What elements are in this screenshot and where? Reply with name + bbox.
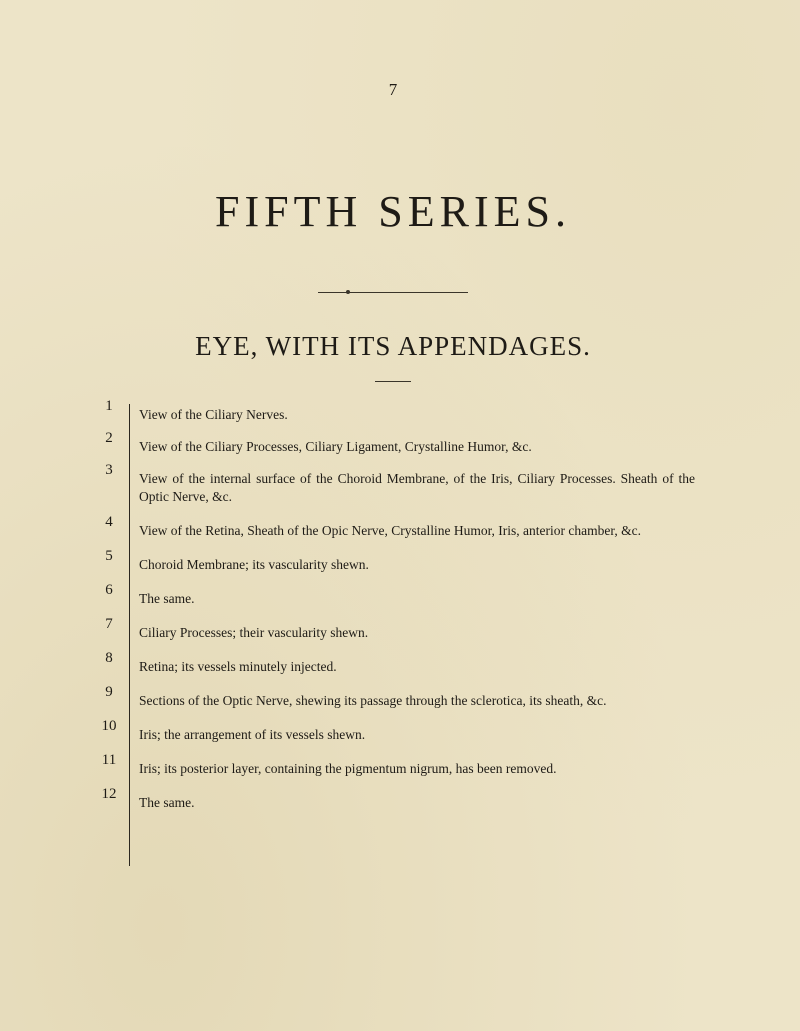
plate-description: The same. (139, 795, 195, 810)
plate-number: 6 (105, 582, 113, 598)
plate-description: Sections of the Optic Nerve, shewing its passage through the sclerotica, its sheath, &c. (139, 693, 607, 708)
series-title: FIFTH SERIES. (215, 187, 571, 236)
plate-number: 10 (101, 718, 117, 734)
plate-description: Retina; its vessels minutely injected. (139, 659, 337, 674)
plate-description: View of the Ciliary Processes, Ciliary Ligament, Crystalline Humor, &c. (139, 439, 532, 454)
plate-description: Choroid Membrane; its vascularity shewn. (139, 557, 369, 572)
plate-description: The same. (139, 591, 195, 606)
plate-description: View of the Retina, Sheath of the Opic Nerve, Crystalline Humor, Iris, anterior chamber, &c. (139, 523, 641, 538)
plate-description: Iris; its posterior layer, containing the pigmentum nigrum, has been removed. (139, 761, 557, 776)
plate-description: Ciliary Processes; their vascularity shewn. (139, 625, 369, 640)
plate-number: 4 (105, 514, 113, 530)
plate-number: 2 (105, 430, 113, 446)
plate-number: 3 (105, 462, 113, 478)
short-rule (375, 381, 411, 382)
section-subtitle: EYE, WITH ITS APPENDAGES. (195, 331, 591, 361)
ornamental-rule (318, 292, 468, 293)
plate-number: 12 (101, 786, 117, 802)
plate-number: 9 (105, 684, 113, 700)
plate-number: 7 (105, 616, 113, 632)
plate-number: 5 (105, 548, 113, 564)
plate-number: 1 (105, 398, 113, 414)
plate-description: Iris; the arrangement of its vessels shewn. (139, 727, 366, 742)
plate-description: View of the internal surface of the Choroid Membrane, of the Iris, Ciliary Processes. Sheath of the Optic Nerve, &c. (139, 471, 695, 504)
page-number: 7 (388, 80, 398, 99)
plate-number: 8 (105, 650, 113, 666)
column-divider (129, 404, 130, 866)
rule-dot (346, 290, 350, 294)
plate-number: 11 (101, 752, 117, 768)
plate-description: View of the Ciliary Nerves. (139, 407, 288, 422)
